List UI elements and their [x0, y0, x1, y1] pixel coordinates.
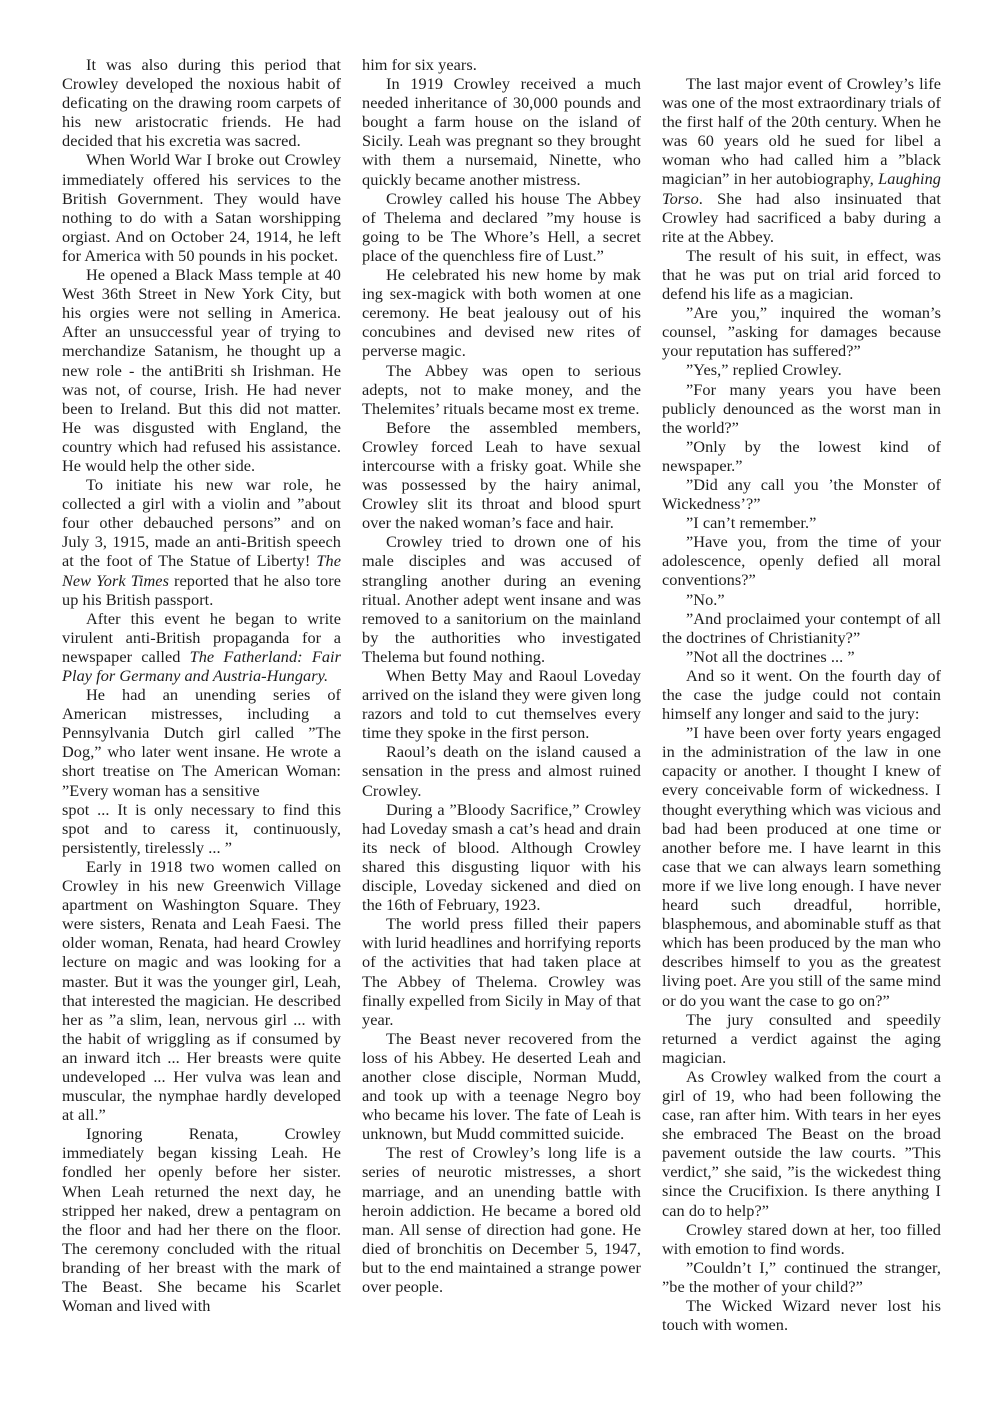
paragraph: [362, 742, 641, 799]
text-run: ”Have you, from the time of your adolescence, openly defied all moral conventions?”: [662, 532, 941, 590]
text-column-2: [362, 55, 641, 1374]
text-run: The world press filled their papers with lurid headlines and horrifying reports of the activities that had taken place at The Abbey of Thelema. Crowley was finally expelled from Sicily in May of that year.: [362, 914, 641, 1029]
paragraph: [662, 380, 941, 437]
text-run: It was also during this period that Crowley developed the noxious habit of deficating on the drawing room carpets of his new aristocratic friends. He had decided that his excretia was sacred.: [62, 55, 341, 151]
text-run: The rest of Crowley’s long life is a series of neurotic mistresses, a short marriage, and an unending battle with heroin addiction. He became a bored old man. All sense of direction had gone. He died of bronchitis on December 5, 1947, but to the end maintained a strange power over people.: [362, 1143, 641, 1296]
text-run: ”Only by the lowest kind of newspaper.”: [662, 436, 941, 475]
text-run: ”I can’t remember.”: [686, 513, 817, 533]
paragraph: [62, 55, 341, 150]
text-run: him for six years.: [362, 55, 477, 74]
text-run: Early in 1918 two women called on Crowley in his new Greenwich Village apartment on Washington Square. They were sisters, Renata and Leah Faesi. The older woman, Renata, had heard Crowley lecture on magic and was looking for a master. But it was the younger girl, Leah, that interested the magician. He described her as ”a slim, lean, nervous girl ... with the habit of wriggling as if consumed by an inward itch ... Her breasts were quite undeveloped ... Her vulva was lean and muscular, the nymphae hardly developed at all.”: [62, 856, 341, 1125]
paragraph: [362, 532, 641, 666]
paragraph: [662, 1010, 941, 1067]
text-run: He had an unending series of American mistresses, including a Pennsylvania Dutch girl called ”The Dog,” who later went insane. He wrote a short treatise on The American Woman: ”Every woman has a sensitive: [62, 685, 341, 800]
text-run: ”Yes,” replied Crowley.: [686, 360, 842, 380]
italic-text-run: The New York Times: [62, 551, 341, 590]
paragraph: [662, 475, 941, 513]
paragraph: [662, 437, 941, 475]
paragraph: [662, 513, 941, 532]
text-run: The result of his suit, in effect, was that he was put on trial arid forced to defend his life as a magician.: [662, 245, 941, 304]
paragraph: [662, 723, 941, 1009]
text-run: In 1919 Crowley received a much needed inheritance of 30,000 pounds and bought a farm house on the island of Sicily. Leah was pregnant so they brought with them a nursemaid, Ninette, who quickly became another mistress.: [362, 74, 641, 189]
paragraph: [662, 532, 941, 589]
paragraph: [662, 1296, 941, 1334]
text-run: ”I have been over forty years engaged in the administration of the law in one capacity or another. I thought I knew of every conceivable form of wickedness. I thought everything which was vicious and bad had been produced at one time or another before me. I have learnt in this case that we can always learn something more if we live long enough. I have never heard such dreadful, horrible, blasphemous, and abominable stuff as that which has been produced by the man who describes himself to you as the greatest living poet. Are you still of the same mind or do you want the case to go on?”: [662, 723, 941, 1010]
paragraph: [662, 303, 941, 360]
text-run: spot ... It is only necessary to find this spot and to caress it, continuously, persistently, tirelessly ... ”: [62, 799, 341, 857]
text-run: The Wicked Wizard never lost his touch with women.: [662, 1296, 941, 1335]
paragraph: [62, 800, 341, 857]
paragraph: [62, 475, 341, 609]
text-run: reported that he also tore up his British passport.: [62, 570, 341, 609]
text-run: During a ”Bloody Sacrifice,” Crowley had Loveday smash a cat’s head and drain its neck of blood. Although Crowley shared this disgusting liquor with his disciple, Loveday sickened and died on the 16th of February, 1923.: [362, 799, 641, 915]
paragraph: [62, 609, 341, 685]
paragraph: [62, 685, 341, 800]
text-run: The last major event of Crowley’s life was one of the most extraordinary trials of the first half of the 20th century. When he was 60 years old he sued for libel a woman who had called him a ”black magician” in her autobiography,: [662, 74, 941, 189]
text-run: He opened a Black Mass temple at 40 West 36th Street in New York City, but his orgies were not selling in America. After an unsuccessful year of trying to merchandize Satanism, he thought up a new role - the antiBriti sh Irishman. He was not, of course, Irish. He had never been to Ireland. But this did not matter. He was disgusted with England, the country which had refused his assistance. He would help the other side.: [62, 265, 341, 475]
paragraph: [362, 189, 641, 265]
text-run: As Crowley walked from the court a girl of 19, who had been following the case, ran after him. With tears in her eyes she embraced The Beast on the broad pavement outside the law courts. ”This verdict,” she said, ”is the wickedest thing since the Crucifixion. Is there anything I can do to help?”: [662, 1066, 941, 1220]
paragraph: [662, 360, 941, 379]
paragraph: [62, 265, 341, 475]
text-run: When World War I broke out Crowley immediately offered his services to the British Government. They would have nothing to do with a Satan worshipping orgiast. And on October 24, 1914, he left for America with 50 pounds in his pocket.: [62, 150, 341, 265]
paragraph: [662, 1220, 941, 1258]
paragraph: [62, 150, 341, 265]
paragraph: [362, 74, 641, 189]
text-run: And so it went. On the fourth day of the case the judge could not contain himself any longer and said to the jury:: [662, 665, 941, 724]
paragraph: [662, 590, 941, 609]
paragraph: [362, 1143, 641, 1296]
text-run: To initiate his new war role, he collected a girl with a violin and ”about four other debauched persons” and on July 3, 1915, made an anti-British speech at the foot of The Statue of Liberty!: [62, 475, 341, 571]
paragraph: [362, 666, 641, 742]
paragraph: [662, 647, 941, 666]
text-run: ”No.”: [686, 589, 725, 609]
text-column-1: [62, 55, 341, 1374]
text-run: After this event he began to write virulent anti-British propaganda for a newspaper called: [62, 608, 341, 666]
paragraph: [662, 666, 941, 723]
paragraph: [662, 1258, 941, 1296]
paragraph: [662, 74, 941, 246]
text-run: He celebrated his new home by mak ing sex-magick with both women at one ceremony. He beat jealousy out of his concubines and devised new rites of perverse magic.: [362, 265, 641, 361]
text-run: . She had also insinuated that Crowley had sacrificed a baby during a rite at the Abbey.: [662, 188, 941, 246]
text-run: Before the assembled members, Crowley forced Leah to have sexual intercourse with a frisky goat. While she was possessed by the hairy animal, Crowley slit its throat and blood spurt over the naked woman’s face and hair.: [362, 417, 641, 533]
paragraph: [362, 361, 641, 418]
text-run: Raoul’s death on the island caused a sensation in the press and almost ruined Crowley.: [362, 742, 641, 800]
text-run: When Betty May and Raoul Loveday arrived on the island they were given long razors and told to cut themselves every time they spoke in the first person.: [362, 666, 641, 743]
paragraph: [662, 246, 941, 303]
paragraph: [362, 265, 641, 360]
paragraph: [662, 1067, 941, 1220]
paragraph: [62, 857, 341, 1124]
paragraph: [362, 914, 641, 1029]
paragraph: [662, 609, 941, 647]
text-run: Crowley stared down at her, too filled with emotion to find words.: [662, 1219, 941, 1258]
paragraph: [62, 1124, 341, 1315]
text-run: ”Are you,” inquired the woman’s counsel, ”asking for damages because your reputation has suffered?”: [662, 303, 941, 361]
text-column-3: [662, 55, 941, 1374]
paragraph: [362, 1029, 641, 1144]
text-run: ”Did any call you ’the Monster of Wickedness’?”: [662, 474, 941, 514]
paragraph: [362, 55, 641, 74]
text-run: ”Couldn’t I,” continued the stranger, ”be the mother of your child?”: [662, 1257, 941, 1296]
text-run: The Abbey was open to serious adepts, not to make money, and the Thelemites’ rituals became most ex treme.: [362, 360, 641, 418]
italic-text-run: Laughing Torso: [662, 169, 941, 208]
text-run: Ignoring Renata, Crowley immediately began kissing Leah. He fondled her openly before her sister. When Leah returned the next day, he stripped her naked, drew a pentagram on the floor and had her there on the floor. The ceremony concluded with the ritual branding of her breast with the mark of The Beast. She became his Scarlet Woman and lived with: [62, 1124, 341, 1316]
text-run: Crowley called his house The Abbey of Thelema and declared ”my house is going to be The Whore’s Hell, a secret place of the quenchless fire of Lust.”: [362, 188, 641, 265]
text-run: The jury consulted and speedily returned a verdict against the aging magician.: [662, 1009, 941, 1067]
text-run: ”For many years you have been publicly denounced as the worst man in the world?”: [662, 379, 941, 437]
paragraph: [362, 418, 641, 533]
text-run: Crowley tried to drown one of his male disciples and was accused of strangling another during an evening ritual. Another adept went insane and was removed to a sanitorium on the mainland by the authorities who investigated Thelema but found nothing.: [362, 532, 641, 666]
text-run: The Beast never recovered from the loss of his Abbey. He deserted Leah and another close disciple, Norman Mudd, and took up with a teenage Negro boy who became his lover. The fate of Leah is unknown, but Mudd committed suicide.: [362, 1028, 641, 1144]
paragraph: [362, 800, 641, 915]
italic-text-run: The Fatherland: Fair Play for Germany and Austria-Hungary.: [62, 646, 341, 685]
text-run: ”And proclaimed your contempt of all the doctrines of Christianity?”: [662, 608, 941, 647]
text-run: ”Not all the doctrines ... ”: [686, 646, 855, 666]
